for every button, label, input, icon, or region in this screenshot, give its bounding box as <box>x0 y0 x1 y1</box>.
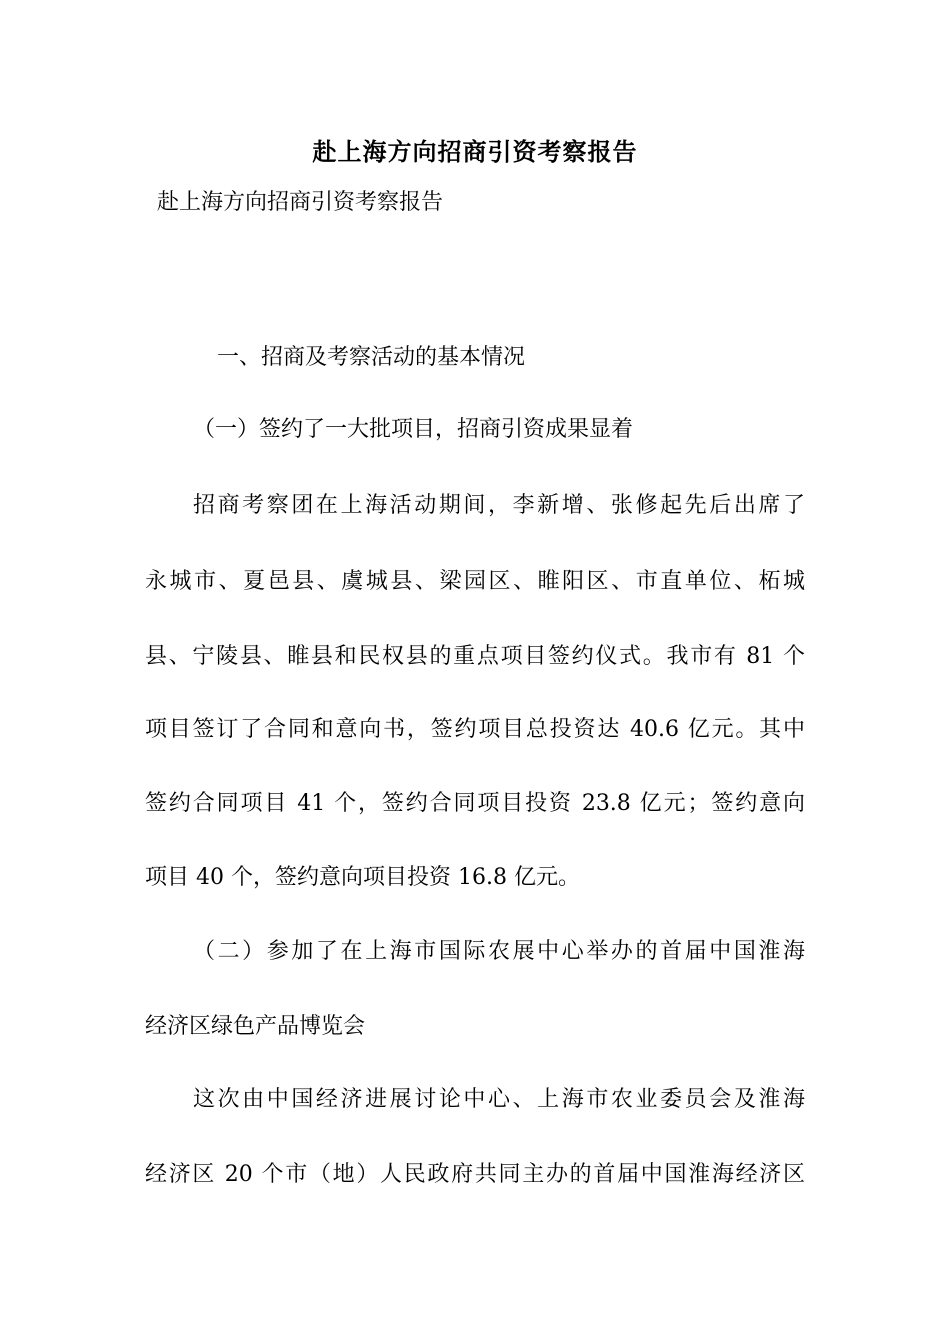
paragraph-line: 永城市、夏邑县、虞城县、梁园区、睢阳区、市直单位、柘城 <box>145 569 805 594</box>
heading-basic-situation: 一、招商及考察活动的基本情况 <box>217 345 526 370</box>
paragraph-line: 县、宁陵县、睢县和民权县的重点项目签约仪式。我市有 81 个 <box>145 644 805 669</box>
section-heading-2: （二）参加了在上海市国际农展中心举办的首届中国淮海 <box>193 939 805 964</box>
document-title: 赴上海方向招商引资考察报告 <box>312 137 638 166</box>
section-heading-2-continued: 经济区绿色产品博览会 <box>145 1014 366 1039</box>
paragraph-line: 招商考察团在上海活动期间，李新增、张修起先后出席了 <box>193 493 805 518</box>
paragraph-line: 经济区 20 个市（地）人民政府共同主办的首届中国淮海经济区 <box>145 1162 805 1187</box>
section-heading-1: （一）签约了一大批项目，招商引资成果显着 <box>193 417 634 442</box>
paragraph-line: 项目 40 个，签约意向项目投资 16.8 亿元。 <box>145 865 580 890</box>
paragraph-line: 签约合同项目 41 个，签约合同项目投资 23.8 亿元；签约意向 <box>145 791 805 816</box>
paragraph-line: 项目签订了合同和意向书，签约项目总投资达 40.6 亿元。其中 <box>145 717 805 742</box>
document-subtitle: 赴上海方向招商引资考察报告 <box>157 190 444 215</box>
paragraph-line: 这次由中国经济进展讨论中心、上海市农业委员会及淮海 <box>193 1087 805 1112</box>
